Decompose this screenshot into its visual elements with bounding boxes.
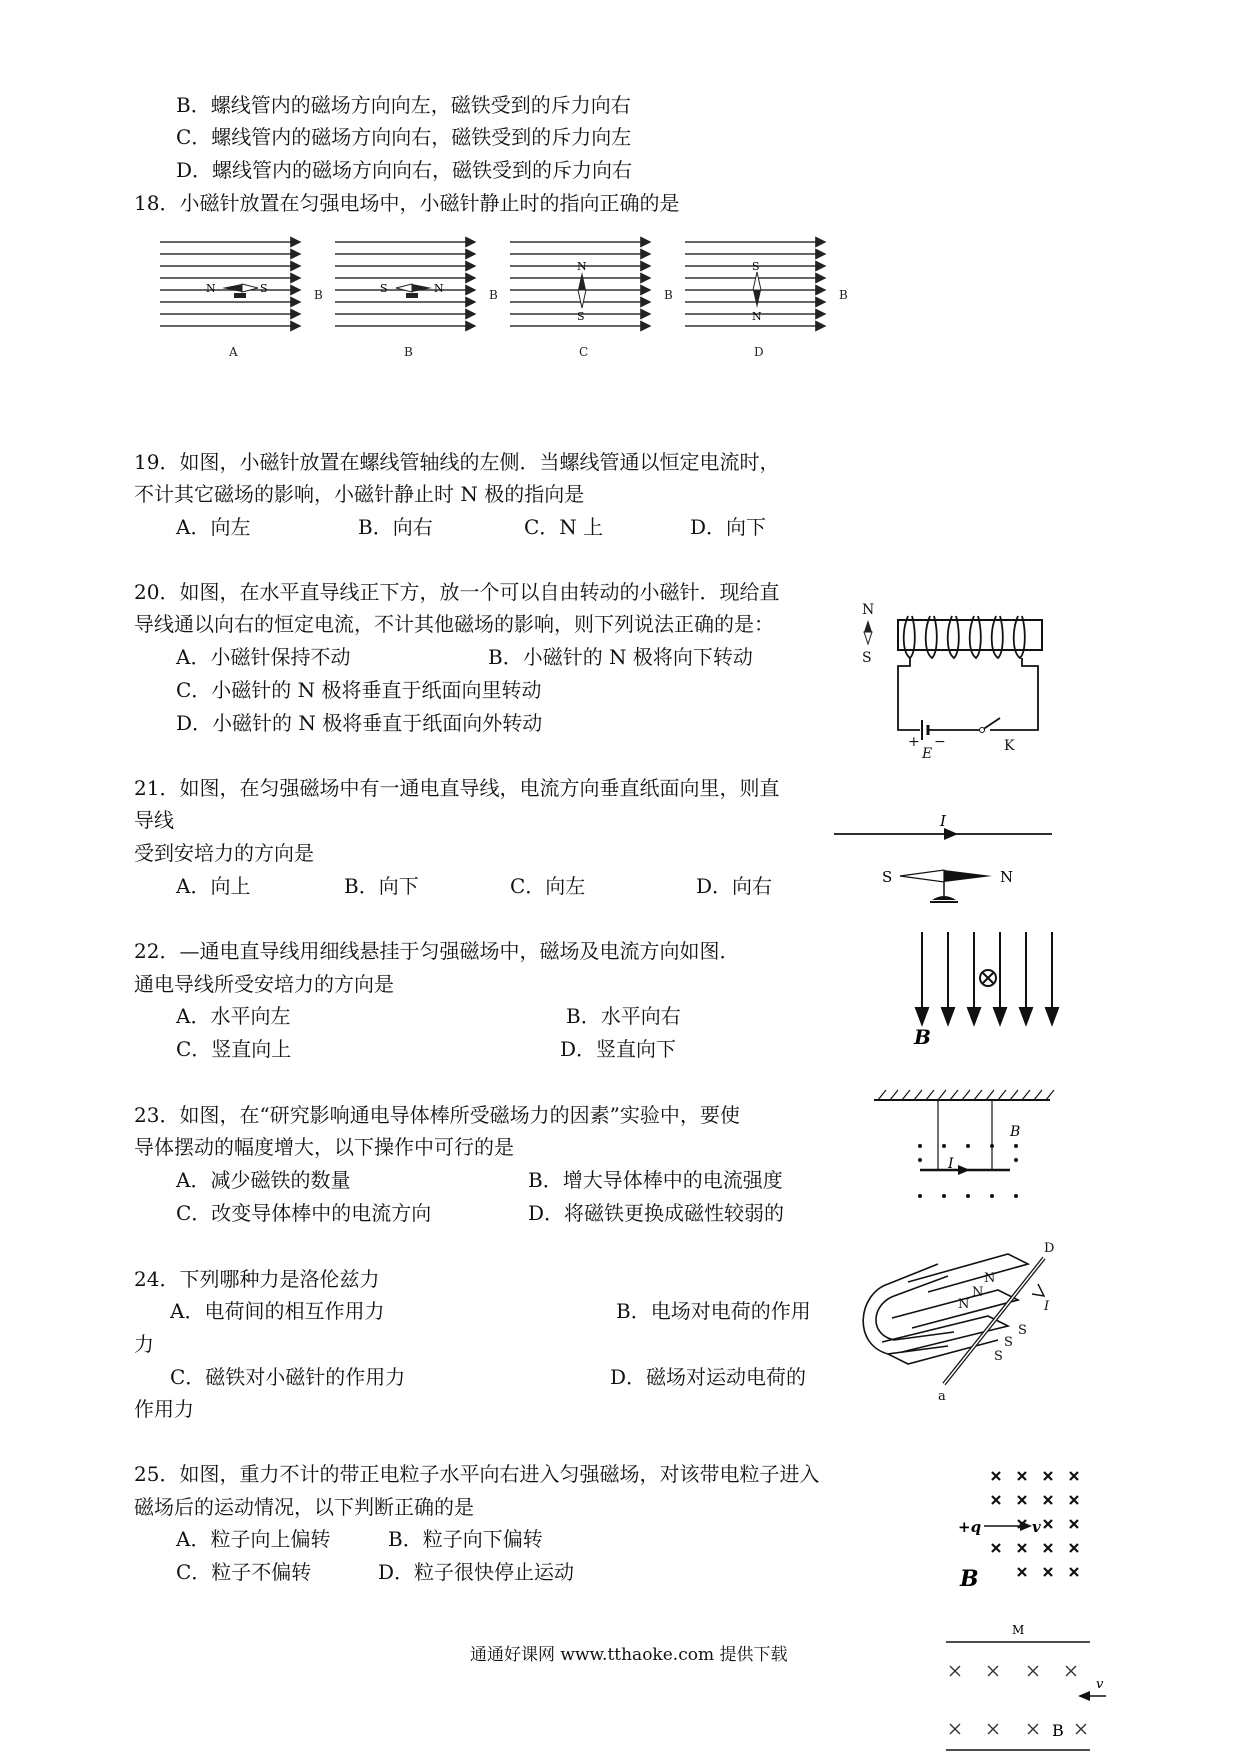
bottom-field-figure [940,1620,1110,1754]
q22-option-d: D．竖直向下 [560,1037,677,1061]
q21-option-a: A．向上 [176,874,251,898]
wire-needle-s-label: S [882,868,893,886]
svg-text:S: S [380,282,388,295]
q25-option-c: C．粒子不偏转 [176,1560,312,1584]
svg-text:S: S [260,282,268,295]
svg-text:N: N [206,282,216,295]
q19-option-d: D．向下 [690,515,767,539]
q24-option-b: B．电场对电荷的作用 [616,1299,811,1323]
q20-option-c: C．小磁针的 N 极将垂直于纸面向里转动 [176,678,542,702]
bottom-field-v-label: v [1096,1677,1104,1692]
battery-plus-label: + [908,734,920,750]
bottom-field-m-label: M [1012,1623,1025,1637]
q19-option-a: A．向左 [176,515,251,539]
q18-field-label-d: B [839,288,848,302]
svg-text:S: S [577,310,585,323]
downward-field-figure [900,928,1080,1048]
svg-text:S: S [752,260,760,273]
q23-option-c: C．改变导体棒中的电流方向 [176,1201,432,1225]
q20-option-b: B．小磁针的 N 极将向下转动 [488,645,753,669]
u-magnet-a-label: a [938,1389,946,1404]
q21-option-c: C．向左 [510,874,586,898]
q23-stem-line2: 导体摆动的幅度增大，以下操作中可行的是 [134,1135,514,1159]
q21-option-b: B．向下 [344,874,419,898]
q20-stem-line2: 导线通以向右的恒定电流，不计其他磁场的影响，则下列说法正确的是： [134,612,774,636]
q18-option-label-b: B [404,345,413,359]
q20-option-d: D．小磁针的 N 极将垂直于纸面向外转动 [176,711,543,735]
q22-stem-line2: 通电导线所受安培力的方向是 [134,972,394,996]
q18-field-label-b: B [489,288,498,302]
q25-option-b: B．粒子向下偏转 [388,1527,543,1551]
particle-velocity-label: v [1032,1518,1041,1536]
q23-option-b: B．增大导体棒中的电流强度 [528,1168,783,1192]
q17-option-b: B．螺线管内的磁场方向向左，磁铁受到的斥力向右 [176,93,631,117]
q24-stem: 24．下列哪种力是洛伦兹力 [134,1267,380,1291]
q17-option-d: D．螺线管内的磁场方向向右，磁铁受到的斥力向右 [176,158,633,182]
q22-stem-line1: 22．—通电直导线用细线悬挂于匀强磁场中，磁场及电流方向如图． [134,939,740,963]
solenoid-needle-n-label: N [862,602,875,618]
u-magnet-s3-label: S [994,1349,1003,1364]
u-magnet-figure [848,1234,1068,1404]
rod-current-label: I [948,1156,954,1172]
hanging-rod-figure [870,1080,1060,1210]
u-magnet-current-label: I [1044,1299,1050,1314]
q22-option-b: B．水平向右 [566,1004,681,1028]
q24-option-b-continued: 力 [134,1332,154,1356]
footer-source: 通通好课网 www.tthaoke.com 提供下载 [470,1645,788,1665]
q24-option-d-continued: 作用力 [134,1397,194,1421]
q25-stem-line1: 25．如图，重力不计的带正电粒子水平向右进入匀强磁场，对该带电粒子进入 [134,1462,820,1486]
q21-stem-line2: 导线 [134,808,174,832]
q18-option-label-c: C [579,345,589,359]
particle-field-b-label: B [960,1566,979,1592]
q19-stem-line1: 19．如图，小磁针放置在螺线管轴线的左侧．当螺线管通以恒定电流时， [134,450,780,474]
battery-minus-label: − [934,734,946,750]
q17-option-c: C．螺线管内的磁场方向向右，磁铁受到的斥力向左 [176,125,632,149]
q18-option-label-d: D [754,345,764,359]
q21-stem-line1: 21．如图，在匀强磁场中有一通电直导线，电流方向垂直纸面向里，则直 [134,776,780,800]
q18-field-label-c: B [664,288,673,302]
q19-stem-line2: 不计其它磁场的影响，小磁针静止时 N 极的指向是 [134,482,585,506]
q21-stem-line3: 受到安培力的方向是 [134,841,314,865]
q22-option-a: A．水平向左 [176,1004,291,1028]
q23-stem-line1: 23．如图，在“研究影响通电导体棒所受磁场力的因素”实验中，要使 [134,1103,740,1127]
downward-field-b-label: B [914,1025,931,1048]
q22-option-c: C．竖直向上 [176,1037,292,1061]
q25-option-a: A．粒子向上偏转 [176,1527,331,1551]
q18-stem: 18．小磁针放置在匀强电场中，小磁针静止时的指向正确的是 [134,191,680,215]
rod-field-b-label: B [1010,1124,1021,1140]
wire-current-label: I [940,814,946,830]
q21-option-d: D．向右 [696,874,773,898]
u-magnet-s1-label: S [1018,1323,1027,1338]
svg-text:N: N [577,260,587,273]
u-magnet-n1-label: N [984,1271,996,1286]
svg-text:N: N [434,282,444,295]
q23-option-d: D．将磁铁更换成磁性较弱的 [528,1201,785,1225]
particle-field-figure [956,1464,1106,1594]
q20-stem-line1: 20．如图，在水平直导线正下方，放一个可以自由转动的小磁针．现给直 [134,580,780,604]
q24-option-c: C．磁铁对小磁针的作用力 [170,1365,406,1389]
q18-option-label-a: A [229,345,238,359]
bottom-field-b-label: B [1052,1721,1064,1740]
switch-k-label: K [1004,738,1015,754]
q20-option-a: A．小磁针保持不动 [176,645,351,669]
u-magnet-s2-label: S [1004,1335,1013,1350]
q23-option-a: A．减少磁铁的数量 [176,1168,351,1192]
q18-field-label-a: B [314,288,323,302]
solenoid-circuit-figure [850,600,1070,760]
q19-option-b: B．向右 [358,515,433,539]
q24-option-d: D．磁场对运动电荷的 [610,1365,807,1389]
wire-needle-figure [830,814,1060,924]
wire-needle-n-label: N [1000,868,1014,886]
q19-option-c: C．N 上 [524,515,604,539]
solenoid-needle-s-label: S [862,650,872,666]
u-magnet-n3-label: N [958,1297,970,1312]
q25-stem-line2: 磁场后的运动情况，以下判断正确的是 [134,1495,474,1519]
svg-text:N: N [752,310,762,323]
q24-option-a: A．电荷间的相互作用力 [170,1299,385,1323]
q18-figure [160,236,860,366]
u-magnet-d-label: D [1044,1241,1055,1256]
particle-charge-label: +q [958,1518,982,1536]
q25-option-d: D．粒子很快停止运动 [378,1560,575,1584]
q18-needle-d [752,260,762,323]
u-magnet-n2-label: N [972,1285,984,1300]
battery-e-label: E [922,746,933,760]
